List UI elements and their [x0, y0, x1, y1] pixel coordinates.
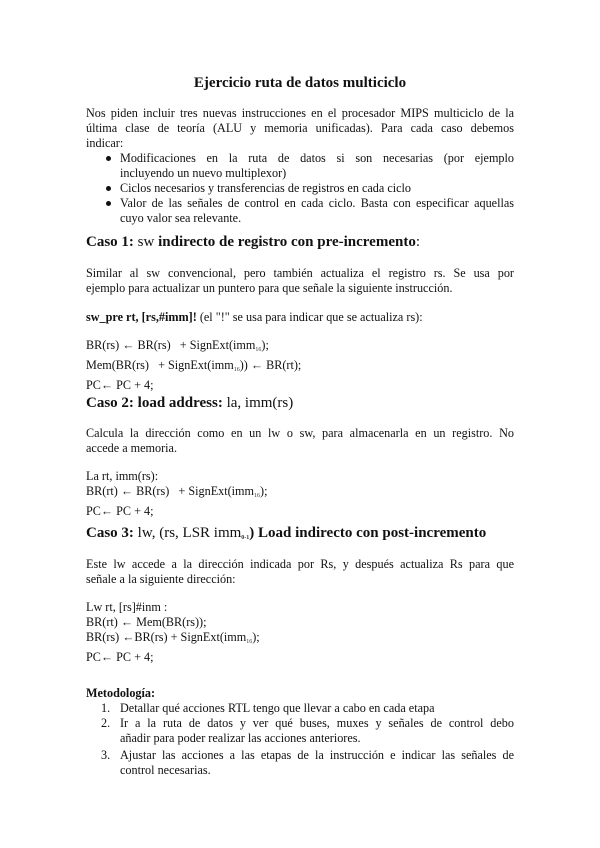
- list-item-text: Ir a la ruta de datos y ver qué buses, muxes y señales de control debo: [120, 716, 514, 730]
- code-line: Lw rt, [rs]#inm :: [86, 600, 168, 614]
- requirements-list: [86, 151, 514, 226]
- heading-part: Caso 1:: [86, 234, 134, 250]
- section-heading-caso3: [86, 526, 514, 546]
- rtl-text: Mem(BR(rs) + SignExt(imm: [86, 358, 234, 372]
- code-line: PC← PC + 4;: [86, 650, 154, 664]
- metodologia-heading: Metodología:: [86, 686, 156, 700]
- rtl-text: )) ← BR(rt);: [239, 358, 302, 372]
- intro-line: indicar:: [86, 136, 124, 150]
- heading-part: sw: [137, 234, 155, 250]
- list-item-text: control necesarias.: [120, 763, 211, 777]
- list-item: [86, 181, 514, 196]
- list-item: [86, 748, 514, 778]
- code-text: );: [260, 484, 268, 498]
- code-text: BR(rt) ← BR(rs) + SignExt(imm: [86, 484, 255, 498]
- section-heading-caso1: [86, 235, 514, 250]
- subscript: 16: [254, 493, 261, 499]
- subscript: 16: [255, 347, 262, 353]
- intro-line: Nos piden incluir tres nuevas instrucciones en el procesador MIPS multiciclo de la: [86, 106, 514, 120]
- list-item-text: Ajustar las acciones a las etapas de la instrucción e indicar las señales de: [120, 748, 514, 762]
- rtl-line: [86, 338, 514, 358]
- heading-part: Caso 3:: [86, 525, 134, 541]
- caso3-code: [86, 600, 514, 665]
- rtl-text: BR(rs) ← BR(rs) + SignExt(imm: [86, 338, 256, 352]
- heading-part: :: [415, 234, 420, 250]
- heading-part: ) Load indirecto con post-incremento: [249, 525, 487, 541]
- list-item-text: Valor de las señales de control en cada ciclo. Basta con especificar aquellas: [120, 196, 514, 210]
- list-item-text: incluyendo un nuevo multiplexor): [120, 166, 287, 180]
- rtl-line: PC← PC + 4;: [86, 378, 154, 392]
- caso1-rtl: [86, 338, 514, 393]
- heading-part: lw, (rs, LSR imm: [137, 525, 242, 541]
- list-item: [86, 701, 514, 716]
- list-item-text: añadir para poder realizar las acciones anteriores.: [120, 731, 361, 745]
- intro-paragraph: [86, 106, 514, 226]
- heading-part: Caso 2: load address:: [86, 395, 223, 411]
- paragraph-line: Calcula la dirección como en un lw o sw, para almacenarla en un registro. No: [86, 426, 514, 440]
- heading-part: indirecto de registro con pre-incremento: [158, 234, 416, 250]
- caso1-syntax: [86, 310, 514, 325]
- code-text: );: [252, 630, 260, 644]
- code-text: BR(rs) ←BR(rs) + SignExt(imm: [86, 630, 247, 644]
- caso2-code: [86, 469, 514, 519]
- list-number: 3.: [101, 748, 111, 762]
- page-title: Ejercicio ruta de datos multiciclo: [193, 75, 407, 91]
- intro-line: última clase de teoría (ALU y memoria unificadas). Para cada caso debemos: [86, 121, 514, 135]
- paragraph-line: señale a la siguiente dirección:: [86, 572, 236, 586]
- list-item-text: Modificaciones en la ruta de datos si son necesarias (por ejemplo: [120, 151, 514, 165]
- caso3-description: [86, 557, 514, 587]
- paragraph-line: Este lw accede a la dirección indicada por Rs, y después actualiza Rs para que: [86, 557, 514, 571]
- syntax-note: (el "!" se usa para indicar que se actualiza rs):: [196, 310, 423, 324]
- steps-list: [86, 701, 514, 778]
- rtl-text: );: [261, 338, 269, 352]
- paragraph-line: ejemplo para actualizar un puntero para que señale la siguiente instrucción.: [86, 281, 453, 295]
- list-item: [86, 716, 514, 746]
- list-item-text: cuyo valor sea relevante.: [120, 211, 242, 225]
- code-line: La rt, imm(rs):: [86, 469, 159, 483]
- heading-part: la, imm(rs): [226, 395, 294, 411]
- code-line: [86, 484, 514, 504]
- list-item-text: Detallar qué acciones RTL tengo que llevar a cabo en cada etapa: [120, 701, 435, 715]
- instruction-syntax: sw_pre rt, [rs,#imm]!: [86, 310, 197, 324]
- list-number: 1.: [101, 701, 111, 715]
- list-item-text: Ciclos necesarios y transferencias de registros en cada ciclo: [120, 181, 412, 195]
- subscript: 0-1: [241, 535, 250, 541]
- metodologia-section: [86, 686, 514, 778]
- paragraph-line: accede a memoria.: [86, 441, 178, 455]
- rtl-line: [86, 358, 514, 378]
- subscript: 16: [246, 639, 253, 645]
- list-number: 2.: [101, 716, 111, 730]
- code-line: PC← PC + 4;: [86, 504, 154, 518]
- caso1-description: [86, 266, 514, 296]
- code-line: BR(rt) ← Mem(BR(rs));: [86, 615, 207, 629]
- paragraph-line: Similar al sw convencional, pero también actualiza el registro rs. Se usa por: [86, 266, 514, 280]
- caso2-description: [86, 426, 514, 456]
- subscript: 16: [233, 367, 240, 373]
- list-item: [86, 196, 514, 226]
- list-item: [86, 151, 514, 181]
- section-heading-caso2: [86, 396, 514, 411]
- code-line: [86, 630, 514, 650]
